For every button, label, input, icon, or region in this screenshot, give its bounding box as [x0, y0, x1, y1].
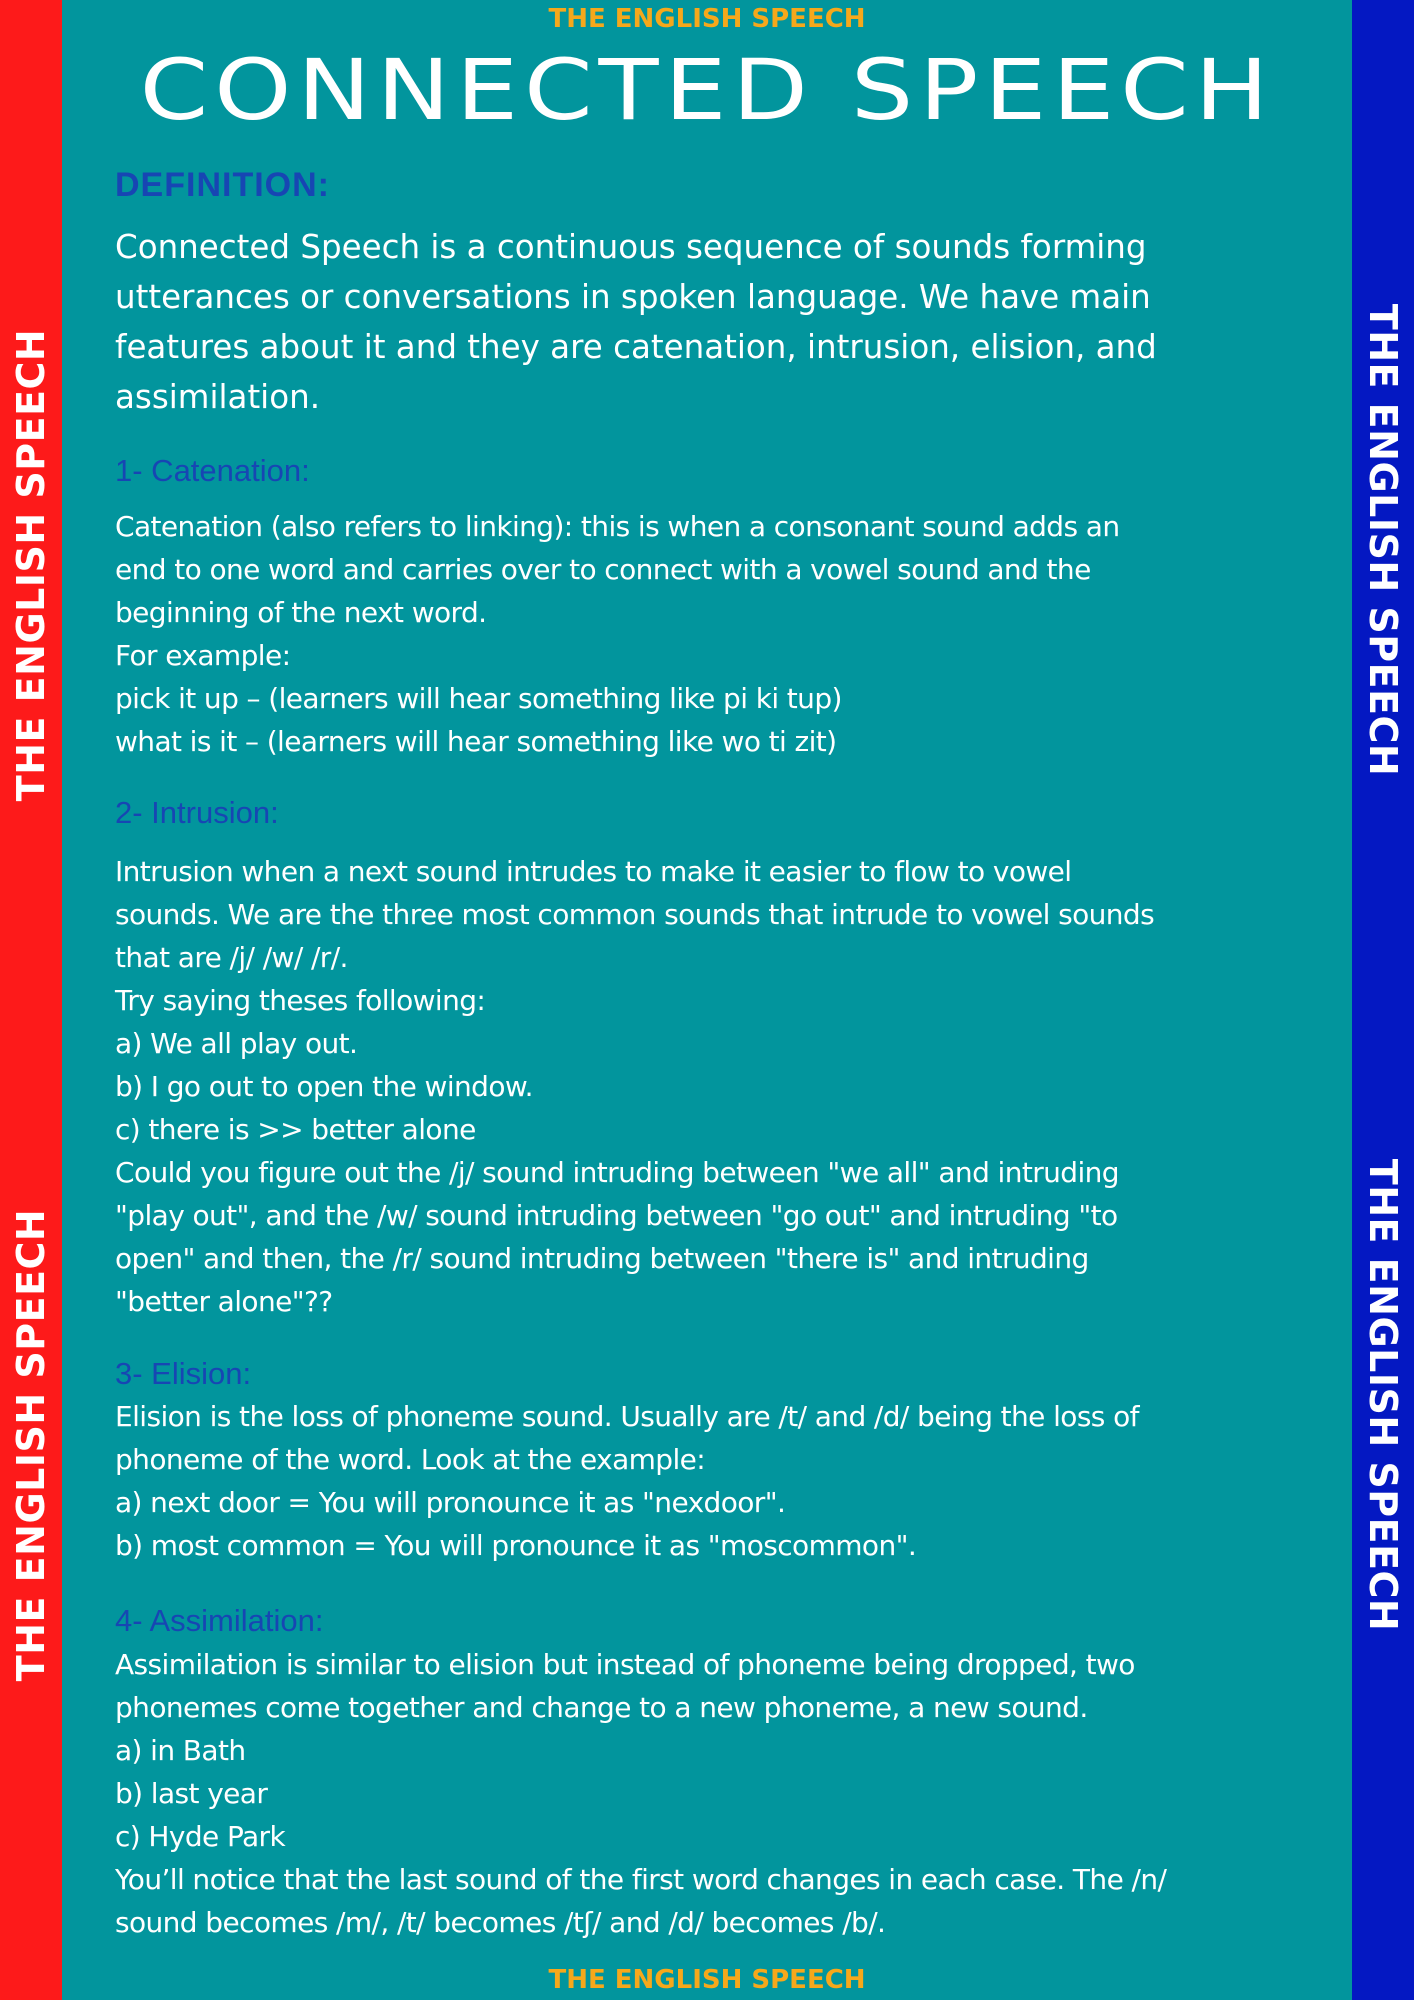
side-right-label-top: THE ENGLISH SPEECH — [1361, 303, 1405, 777]
intrusion-line: "better alone"?? — [115, 1285, 333, 1318]
brand-header: THE ENGLISH SPEECH — [548, 4, 866, 34]
right-blue-band — [1352, 0, 1414, 2000]
intrusion-line: "play out", and the /w/ sound intruding between "go out" and intruding "to — [115, 1199, 1118, 1232]
definition-line: assimilation. — [115, 378, 321, 416]
assimilation-line: c) Hyde Park — [115, 1820, 286, 1853]
page-title: CONNECTED SPEECH — [139, 41, 1275, 139]
elision-line: Elision is the loss of phoneme sound. Usually are /t/ and /d/ being the loss of — [115, 1400, 1139, 1433]
assimilation-line: b) last year — [115, 1777, 268, 1810]
definition-text — [115, 222, 1340, 422]
elision-heading: 3- Elision: — [115, 1356, 252, 1391]
assimilation-line: Assimilation is similar to elision but instead of phoneme being dropped, two — [115, 1648, 1135, 1681]
intrusion-line: Try saying theses following: — [115, 984, 486, 1017]
definition-line: features about it and they are catenation, intrusion, elision, and — [115, 328, 1157, 366]
elision-line: b) most common = You will pronounce it as "moscommon". — [115, 1529, 917, 1562]
intrusion-line: a) We all play out. — [115, 1027, 358, 1060]
intrusion-line: open" and then, the /r/ sound intruding between "there is" and intruding — [115, 1242, 1089, 1275]
assimilation-line: You’ll notice that the last sound of the first word changes in each case. The /n/ — [115, 1863, 1167, 1896]
assimilation-text — [115, 1643, 1340, 1944]
assimilation-heading: 4- Assimilation: — [115, 1603, 324, 1638]
catenation-text — [115, 505, 1340, 763]
elision-text — [115, 1395, 1340, 1567]
catenation-line: end to one word and carries over to connect with a vowel sound and the — [115, 553, 1091, 586]
catenation-line: what is it – (learners will hear something like wo ti zit) — [115, 725, 837, 758]
intrusion-line: that are /j/ /w/ /r/. — [115, 941, 348, 974]
assimilation-line: sound becomes /m/, /t/ becomes /tʃ/ and /d/ becomes /b/. — [115, 1906, 886, 1939]
assimilation-line: a) in Bath — [115, 1734, 246, 1767]
definition-line: Connected Speech is a continuous sequence of sounds forming — [115, 228, 1147, 266]
intrusion-line: c) there is >> better alone — [115, 1113, 476, 1146]
catenation-line: For example: — [115, 639, 291, 672]
elision-line: phoneme of the word. Look at the example: — [115, 1443, 706, 1476]
intrusion-line: Could you figure out the /j/ sound intruding between "we all" and intruding — [115, 1156, 1119, 1189]
intrusion-heading: 2- Intrusion: — [115, 795, 279, 830]
catenation-line: pick it up – (learners will hear something like pi ki tup) — [115, 682, 842, 715]
brand-footer: THE ENGLISH SPEECH — [548, 1965, 866, 1995]
left-red-band — [0, 0, 62, 2000]
intrusion-line: b) I go out to open the window. — [115, 1070, 533, 1103]
intrusion-line: Intrusion when a next sound intrudes to make it easier to flow to vowel — [115, 855, 1072, 888]
side-left-label-bottom: THE ENGLISH SPEECH — [9, 1208, 53, 1682]
side-right-label-bottom: THE ENGLISH SPEECH — [1361, 1158, 1405, 1632]
assimilation-line: phonemes come together and change to a new phoneme, a new sound. — [115, 1691, 1088, 1724]
definition-heading: DEFINITION: — [115, 166, 330, 204]
catenation-heading: 1- Catenation: — [115, 453, 310, 488]
definition-line: utterances or conversations in spoken language. We have main — [115, 278, 1151, 316]
side-left-label-top: THE ENGLISH SPEECH — [9, 328, 53, 802]
elision-line: a) next door = You will pronounce it as "nexdoor". — [115, 1486, 786, 1519]
intrusion-line: sounds. We are the three most common sounds that intrude to vowel sounds — [115, 898, 1155, 931]
catenation-line: Catenation (also refers to linking): this is when a consonant sound adds an — [115, 510, 1120, 543]
catenation-line: beginning of the next word. — [115, 596, 487, 629]
intrusion-text — [115, 850, 1340, 1323]
